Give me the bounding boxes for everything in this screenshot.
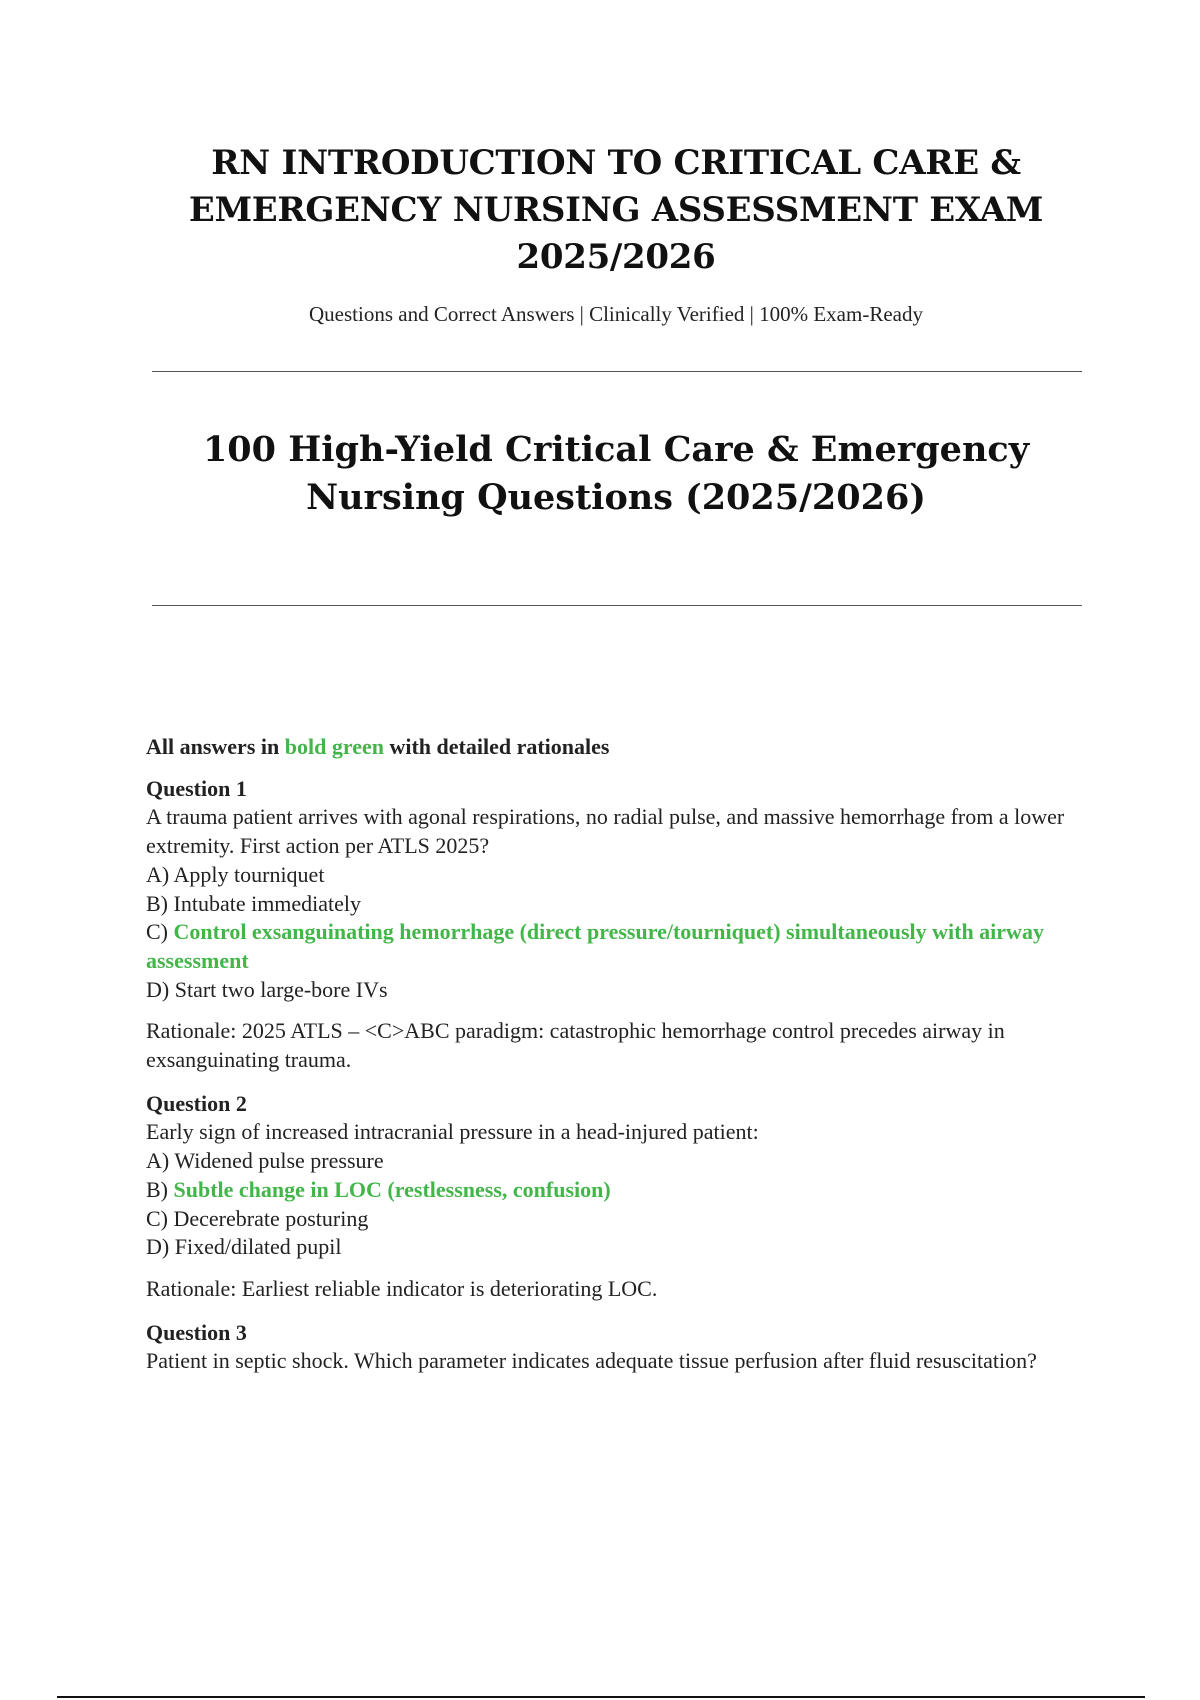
question-heading: Question 2 bbox=[146, 1090, 247, 1116]
rationale: Rationale: Earliest reliable indicator is deteriorating LOC. bbox=[146, 1275, 658, 1301]
option-c-correct bbox=[146, 918, 1086, 975]
option-d bbox=[146, 1233, 1086, 1262]
page-footer-rule bbox=[57, 1696, 1145, 1698]
option-letter: C) bbox=[146, 1205, 174, 1231]
document-title: RN INTRODUCTION TO CRITICAL CARE & EMERGENCY NURSING ASSESSMENT EXAM 2025/2026 bbox=[188, 143, 1044, 277]
correct-answer: Subtle change in LOC (restlessness, confusion) bbox=[173, 1176, 611, 1202]
question-stem: Early sign of increased intracranial pressure in a head-injured patient: bbox=[146, 1119, 759, 1145]
question-stem: A trauma patient arrives with agonal respirations, no radial pulse, and massive hemorrhage from a lower extremity. First action per ATLS 2025? bbox=[146, 804, 1065, 859]
document-subtitle: Questions and Correct Answers | Clinically Verified | 100% Exam-Ready bbox=[309, 302, 923, 326]
option-letter: B) bbox=[146, 890, 174, 916]
question-2 bbox=[146, 1090, 1086, 1262]
option-b bbox=[146, 890, 1086, 919]
option-text: Widened pulse pressure bbox=[174, 1148, 384, 1174]
option-text: Intubate immediately bbox=[173, 890, 362, 916]
divider bbox=[152, 371, 1082, 372]
option-text: Apply tourniquet bbox=[173, 861, 325, 887]
option-letter: A) bbox=[146, 1148, 175, 1174]
legend-text: with detailed rationales bbox=[383, 734, 610, 759]
option-text: Decerebrate posturing bbox=[173, 1205, 369, 1231]
question-heading: Question 1 bbox=[146, 775, 247, 801]
option-a bbox=[146, 1147, 1086, 1176]
legend-highlight: bold green bbox=[284, 734, 384, 759]
option-text: Fixed/dilated pupil bbox=[174, 1234, 342, 1260]
question-heading: Question 3 bbox=[146, 1319, 247, 1345]
option-letter: D) bbox=[146, 1234, 175, 1260]
option-letter: D) bbox=[146, 976, 175, 1002]
option-text: Start two large-bore IVs bbox=[174, 976, 388, 1002]
questions-content bbox=[146, 733, 1086, 1389]
option-letter: C) bbox=[146, 919, 174, 945]
divider bbox=[152, 605, 1082, 606]
question-stem: Patient in septic shock. Which parameter indicates adequate tissue perfusion after fluid resuscitation? bbox=[146, 1348, 1037, 1374]
option-a bbox=[146, 861, 1086, 890]
section-title: 100 High-Yield Critical Care & Emergency Nursing Questions (2025/2026) bbox=[202, 429, 1030, 518]
rationale: Rationale: 2025 ATLS – <C>ABC paradigm: catastrophic hemorrhage control precedes airway in exsanguinating trauma. bbox=[146, 1018, 1005, 1073]
legend-text: All answers in bbox=[146, 734, 285, 759]
option-letter: A) bbox=[146, 861, 174, 887]
option-letter: B) bbox=[146, 1176, 174, 1202]
question-1 bbox=[146, 775, 1086, 1005]
answer-legend bbox=[146, 733, 1086, 762]
question-3 bbox=[146, 1319, 1086, 1376]
correct-answer: Control exsanguinating hemorrhage (direct pressure/tourniquet) simultaneously with airway assessment bbox=[146, 919, 1044, 973]
option-d bbox=[146, 976, 1086, 1005]
option-b-correct bbox=[146, 1176, 1086, 1205]
option-c bbox=[146, 1205, 1086, 1234]
